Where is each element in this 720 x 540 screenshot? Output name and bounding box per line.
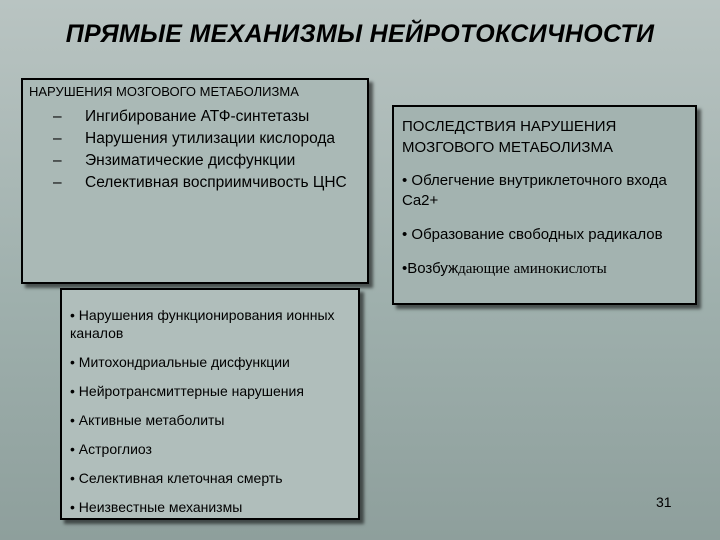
list-item: • Нейротрансмиттерные нарушения [70, 383, 304, 399]
list-item: – Энзиматические дисфункции [33, 150, 363, 172]
dash-bullet: – [53, 130, 62, 147]
list-item: • Образование свободных радикалов [402, 226, 663, 243]
dash-bullet: – [53, 152, 62, 169]
list-item: • Неизвестные механизмы [70, 499, 243, 515]
list-item: • Нарушения функционирования ионных каналов [70, 307, 335, 341]
list-item: • Активные метаболиты [70, 412, 225, 428]
consequences-list [402, 171, 697, 293]
box-heading: НАРУШЕНИЯ МОЗГОВОГО МЕТАБОЛИЗМА [29, 84, 299, 99]
list-item: – Нарушения утилизации кислорода [33, 128, 363, 150]
disorders-list [33, 106, 363, 194]
mechanisms-box [60, 288, 360, 520]
list-item: • Митохондриальные дисфункции [70, 354, 290, 370]
list-item: • Селективная клеточная смерть [70, 470, 283, 486]
mechanisms-list [70, 306, 360, 527]
list-item: • Облегчение внутриклеточного входа Ca2+ [402, 172, 667, 209]
slide-title: ПРЯМЫЕ МЕХАНИЗМЫ НЕЙРОТОКСИЧНОСТИ [65, 20, 655, 48]
list-item: •Возбуждающие аминокислоты [402, 260, 607, 277]
page-number: 31 [656, 494, 672, 510]
consequences-box [392, 105, 697, 305]
brain-metabolism-disorders-box [21, 78, 369, 284]
dash-bullet: – [53, 174, 62, 191]
box-heading: ПОСЛЕДСТВИЯ НАРУШЕНИЯ МОЗГОВОГО МЕТАБОЛИЗМА [402, 118, 617, 156]
dash-bullet: – [53, 108, 62, 125]
list-item: – Селективная восприимчивость ЦНС [33, 172, 363, 194]
list-item: • Астроглиоз [70, 441, 152, 457]
list-item: – Ингибирование АТФ-синтетазы [33, 106, 363, 128]
